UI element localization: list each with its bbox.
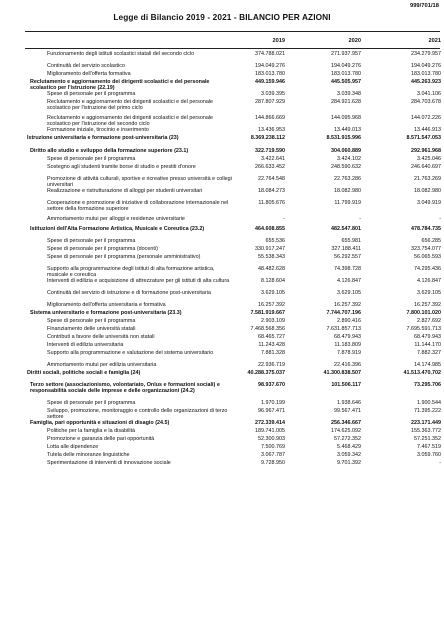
value-2019: 3.039.395 (261, 91, 285, 97)
column-header-2021: 2021 (428, 38, 441, 44)
value-2019: 18.084.273 (258, 188, 285, 194)
value-2021: 4.126.847 (417, 278, 441, 284)
row-label: Spese di personale per il programma (docenti) (47, 246, 158, 252)
row-label: Reclutamento e aggiornamento dei dirigenti scolastici e del personale scolastico per l'istruzione del secondo ciclo (47, 115, 214, 128)
value-2021: 73.295.706 (414, 382, 441, 388)
row-label: Ammortamento mutui per alloggi e residenze universitarie (47, 216, 185, 222)
value-2021: 7.800.101.020 (406, 310, 441, 316)
row-label: Continuità del servizio di istruzione e di formazione post-universitaria (47, 290, 211, 296)
value-2020: 16.257.392 (334, 302, 361, 308)
row-label: Sostegno agli studenti tramite borse di studio e prestiti d'onore (47, 164, 196, 170)
value-2021: 1.900.544 (417, 400, 441, 406)
value-2021: 14.174.985 (414, 362, 441, 368)
value-2019: 9.728.950 (261, 460, 285, 466)
value-2019: 1.970.199 (261, 400, 285, 406)
row-label: Diritti sociali, politiche sociali e famiglia (24) (27, 370, 141, 376)
row-label: Continuità del servizio scolastico (47, 63, 125, 69)
value-2019: 55.538.343 (258, 254, 285, 260)
value-2019: 266.633.452 (255, 164, 285, 170)
value-2019: 374.788.021 (255, 51, 285, 57)
value-2019: 8.128.604 (261, 278, 285, 284)
value-2021: - (439, 460, 441, 466)
value-2020: 68.479.943 (334, 334, 361, 340)
value-2019: 183.013.780 (255, 71, 285, 77)
value-2021: - (439, 216, 441, 222)
value-2019: 189.741.005 (255, 428, 285, 434)
value-2020: 9.701.392 (337, 460, 361, 466)
value-2021: 7.467.519 (417, 444, 441, 450)
value-2020: 99.567.471 (334, 408, 361, 414)
row-label: Interventi di edilizia e acquisizione di attrezzature per gli istituti di alta cultura (47, 278, 230, 284)
page-title: Legge di Bilancio 2019 - 2021 - BILANCIO PER AZIONI (113, 12, 331, 22)
value-2021: 13.446.913 (414, 127, 441, 133)
row-label: Supporto alla programmazione e valutazione del sistema universitario (47, 350, 214, 356)
value-2019: 16.257.392 (258, 302, 285, 308)
row-label: Sviluppo, promozione, monitoraggio e controllo delle organizzazioni di terzo settore (47, 408, 228, 421)
row-label: Ammortamento mutui per edilizia universitaria (47, 362, 157, 368)
value-2020: 183.013.780 (331, 71, 361, 77)
header-rule-bottom (25, 48, 440, 49)
row-label: Spese di personale per il programma (47, 238, 136, 244)
value-2021: 234.279.957 (411, 51, 441, 57)
value-2019: 11.805.676 (258, 200, 285, 206)
row-label: Formazione iniziale, tirocinio e inserimento (47, 127, 149, 133)
value-2020: 304.060.889 (331, 148, 361, 154)
row-label: Reclutamento e aggiornamento dei dirigenti scolastici e del personale scolastico per l'istruzione (22.19) (30, 79, 210, 92)
column-header-2020: 2020 (348, 38, 361, 44)
value-2021: 21.763.269 (414, 176, 441, 182)
row-label: Interventi di edilizia universitaria (47, 342, 124, 348)
value-2020: 8.531.915.996 (326, 135, 361, 141)
value-2019: 7.468.568.356 (250, 326, 285, 332)
value-2019: - (283, 216, 285, 222)
value-2019: 13.436.953 (258, 127, 285, 133)
value-2021: 7.882.327 (417, 350, 441, 356)
value-2020: 284.921.628 (331, 99, 361, 105)
value-2021: 284.703.678 (411, 99, 441, 105)
value-2020: 7.878.919 (337, 350, 361, 356)
row-label: Spese di personale per il programma (personale amministrativo) (47, 254, 201, 260)
value-2020: 18.082.980 (334, 188, 361, 194)
value-2020: 7.744.707.196 (326, 310, 361, 316)
value-2020: 11.183.809 (334, 342, 361, 348)
value-2019: 22.764.548 (258, 176, 285, 182)
value-2020: 3.629.105 (337, 290, 361, 296)
value-2019: 144.866.669 (255, 115, 285, 121)
value-2021: 11.144.170 (414, 342, 441, 348)
value-2019: 449.159.946 (255, 79, 285, 85)
value-2020: 22.763.286 (334, 176, 361, 182)
value-2021: 56.065.593 (414, 254, 441, 260)
value-2020: 271.937.957 (331, 51, 361, 57)
value-2021: 3.629.105 (417, 290, 441, 296)
value-2021: 246.640.697 (411, 164, 441, 170)
value-2021: 155.363.772 (411, 428, 441, 434)
row-label: Reclutamento e aggiornamento dei dirigenti scolastici e del personale scolastico per l'istruzione del primo ciclo (47, 99, 214, 112)
row-label: Tutela delle minoranze linguistiche (47, 452, 130, 458)
value-2021: 16.257.392 (414, 302, 441, 308)
value-2019: 2.903.109 (261, 318, 285, 324)
value-2019: 3.067.787 (261, 452, 285, 458)
value-2021: 2.827.692 (417, 318, 441, 324)
value-2019: 655.536 (265, 238, 285, 244)
value-2020: 3.059.342 (337, 452, 361, 458)
value-2019: 7.881.328 (261, 350, 285, 356)
row-label: Miglioramento dell'offerta formativa (47, 71, 131, 77)
value-2021: 3.059.760 (417, 452, 441, 458)
value-2020: 41.300.838.507 (323, 370, 361, 376)
value-2019: 3.422.641 (261, 156, 285, 162)
value-2019: 40.288.375.037 (247, 370, 285, 376)
value-2020: 248.590.632 (331, 164, 361, 170)
value-2020: 144.095.968 (331, 115, 361, 121)
row-label: Promozione di attività culturali, sportive e ricreative presso università e collegi universitari (47, 176, 232, 189)
value-2021: 323.754.077 (411, 246, 441, 252)
row-label: Istruzione universitaria e formazione post-universitaria (23) (27, 135, 179, 141)
row-label: Diritto allo studio e sviluppo della formazione superiore (23.1) (30, 148, 189, 154)
value-2020: 1.938.646 (337, 400, 361, 406)
value-2021: 71.395.222 (414, 408, 441, 414)
row-label: Spese di personale per il programma (47, 91, 136, 97)
value-2020: 655.981 (341, 238, 361, 244)
value-2019: 11.243.428 (258, 342, 285, 348)
value-2019: 322.719.590 (255, 148, 285, 154)
value-2020: 327.188.411 (331, 246, 361, 252)
value-2019: 330.917.247 (255, 246, 285, 252)
value-2020: 2.890.416 (337, 318, 361, 324)
row-label: Funzionamento degli istituti scolastici statali del secondo ciclo (47, 51, 195, 57)
value-2020: 174.625.092 (331, 428, 361, 434)
row-label: Lotta alle dipendenze (47, 444, 99, 450)
column-header-2019: 2019 (272, 38, 285, 44)
value-2021: 57.251.352 (414, 436, 441, 442)
row-label: Sperimentazione di interventi di innovazione sociale (47, 460, 171, 466)
row-label: Contributi a favore delle università non statali (47, 334, 155, 340)
value-2020: 3.039.348 (337, 91, 361, 97)
value-2019: 8.369.238.112 (250, 135, 285, 141)
value-2020: 13.449.013 (334, 127, 361, 133)
row-label: Istituzioni dell'Alta Formazione Artistica, Musicale e Coreutica (23.2) (30, 226, 205, 232)
value-2021: 3.041.106 (417, 91, 441, 97)
value-2019: 464.608.855 (255, 226, 285, 232)
value-2019: 194.049.276 (255, 63, 285, 69)
value-2020: 5.468.429 (337, 444, 361, 450)
value-2020: 22.416.396 (334, 362, 361, 368)
value-2020: 3.424.102 (337, 156, 361, 162)
value-2019: 48.482.628 (258, 266, 285, 272)
value-2021: 3.049.919 (417, 200, 441, 206)
value-2020: 4.126.847 (337, 278, 361, 284)
row-label: Finanziamento delle università statali (47, 326, 136, 332)
value-2019: 68.465.727 (258, 334, 285, 340)
value-2021: 7.695.591.713 (406, 326, 441, 332)
value-2021: 8.571.547.053 (406, 135, 441, 141)
row-label: Politiche per la famiglia e la disabilità (47, 428, 136, 434)
row-label: Terzo settore (associazionismo, volontariato, Onlus e formazioni sociali) e responsabilità sociale delle imprese e delle organizzazioni (24.2) (30, 382, 220, 395)
value-2020: 74.398.728 (334, 266, 361, 272)
row-label: Spese di personale per il programma (47, 156, 136, 162)
value-2021: 68.479.943 (414, 334, 441, 340)
value-2021: 292.961.968 (411, 148, 441, 154)
value-2021: 194.049.276 (411, 63, 441, 69)
value-2019: 272.339.414 (255, 420, 285, 426)
value-2019: 98.937.670 (258, 382, 285, 388)
value-2021: 18.082.980 (414, 188, 441, 194)
value-2020: 194.049.276 (331, 63, 361, 69)
value-2021: 3.425.046 (417, 156, 441, 162)
value-2019: 287.807.929 (255, 99, 285, 105)
row-label: Sistema universitario e formazione post-universitaria (23.3) (30, 310, 182, 316)
value-2020: 445.505.957 (331, 79, 361, 85)
value-2020: 56.292.557 (334, 254, 361, 260)
row-label: Supporto alla programmazione degli istituti di alta formazione artistica, musicale e coreutica (47, 266, 215, 279)
value-2020: 101.506.117 (331, 382, 361, 388)
value-2019: 52.300.903 (258, 436, 285, 442)
value-2021: 183.013.780 (411, 71, 441, 77)
value-2020: 256.346.667 (331, 420, 361, 426)
value-2021: 144.072.226 (411, 115, 441, 121)
row-label: Realizzazione e ristrutturazione di alloggi per studenti universitari (47, 188, 203, 194)
value-2021: 656.285 (421, 238, 441, 244)
value-2021: 445.263.923 (411, 79, 441, 85)
header-rule-top (25, 31, 440, 32)
row-label: Promozione e garanzia delle pari opportunità (47, 436, 155, 442)
value-2020: 482.547.801 (331, 226, 361, 232)
value-2021: 41.513.470.702 (403, 370, 441, 376)
value-2020: 11.799.919 (334, 200, 361, 206)
value-2019: 7.500.769 (261, 444, 285, 450)
row-label: Miglioramento dell'offerta universitaria e formativa (47, 302, 166, 308)
document-id: 999/701/18 (409, 3, 439, 9)
value-2021: 478.784.735 (411, 226, 441, 232)
value-2019: 7.581.919.667 (250, 310, 285, 316)
value-2020: - (359, 216, 361, 222)
row-label: Cooperazione e promozione di iniziative di collaborazione internazionale nel settore della formazione superiore (47, 200, 229, 213)
row-label: Spese di personale per il programma (47, 318, 136, 324)
value-2020: 7.631.857.713 (326, 326, 361, 332)
row-label: Spese di personale per il programma (47, 400, 136, 406)
value-2019: 3.629.105 (261, 290, 285, 296)
row-label: Famiglia, pari opportunità e situazioni di disagio (24.5) (30, 420, 170, 426)
value-2020: 57.272.352 (334, 436, 361, 442)
value-2021: 74.295.436 (414, 266, 441, 272)
value-2019: 22.936.719 (258, 362, 285, 368)
value-2021: 223.171.449 (411, 420, 441, 426)
value-2019: 96.967.471 (258, 408, 285, 414)
